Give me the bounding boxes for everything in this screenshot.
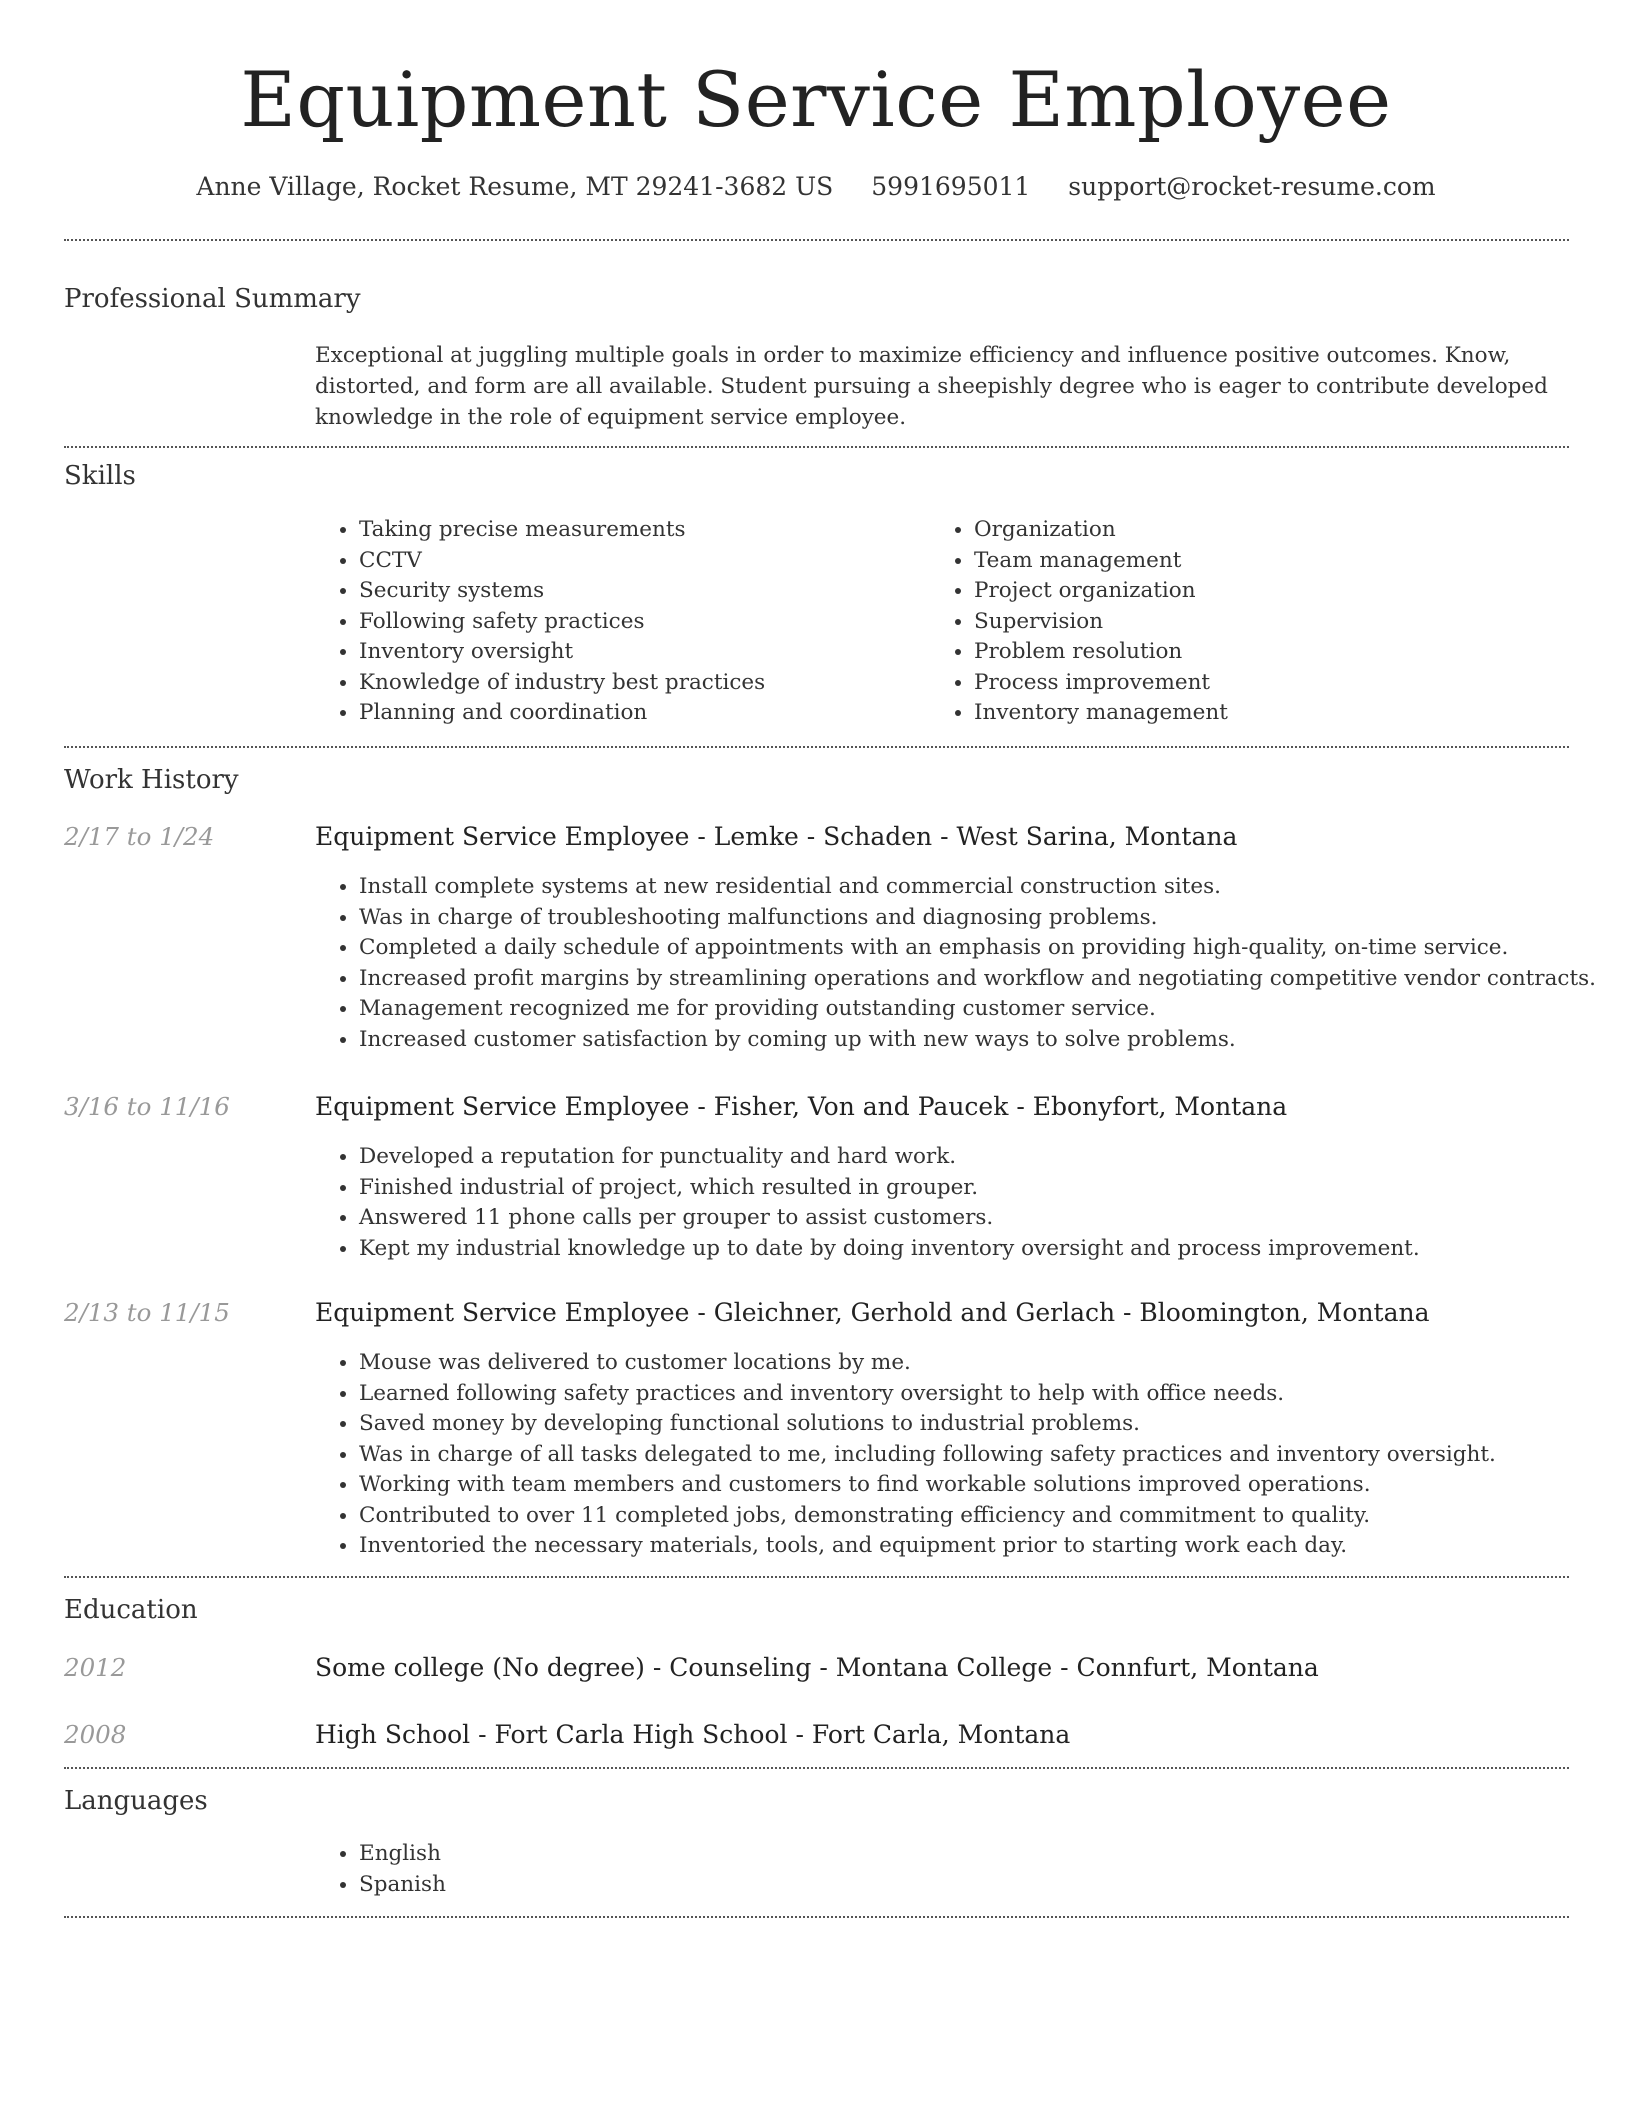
education-year: 2008 — [64, 1720, 127, 1749]
contact-line — [0, 170, 1632, 204]
list-item: • Completed a daily schedule of appointments with an emphasis on providing high-quality, on-time service. — [359, 933, 1596, 964]
list-item: • Finished industrial of project, which resulted in grouper. — [359, 1173, 1420, 1204]
list-item: • Mouse was delivered to customer locations by me. — [359, 1348, 1496, 1379]
list-item: • CCTV — [359, 546, 765, 577]
list-item: • Inventoried the necessary materials, tools, and equipment prior to starting work each day. — [359, 1531, 1496, 1562]
list-item: • Increased profit margins by streamlining operations and workflow and negotiating competitive vendor contracts. — [359, 964, 1596, 995]
divider — [64, 1916, 1569, 1918]
job-bullets — [315, 1348, 1496, 1562]
list-item: • Project organization — [974, 576, 1228, 607]
contact-email: support@rocket-resume.com — [1068, 172, 1436, 201]
job-bullets — [315, 1142, 1420, 1264]
section-title-education: Education — [64, 1595, 198, 1625]
languages-list — [315, 1839, 446, 1900]
list-item: • Team management — [974, 546, 1228, 577]
list-item: • Knowledge of industry best practices — [359, 668, 765, 699]
divider — [64, 1576, 1569, 1578]
section-title-skills: Skills — [64, 461, 136, 491]
skills-list-right — [930, 515, 1228, 729]
job-title: Equipment Service Employee - Fisher, Von and Paucek - Ebonyfort, Montana — [315, 1092, 1288, 1121]
list-item: • Was in charge of troubleshooting malfunctions and diagnosing problems. — [359, 903, 1596, 934]
job-dates: 2/13 to 11/15 — [64, 1298, 230, 1327]
list-item: • Spanish — [359, 1870, 446, 1901]
list-item: • Planning and coordination — [359, 698, 765, 729]
list-item: • English — [359, 1839, 446, 1870]
education-year: 2012 — [64, 1653, 127, 1682]
list-item: • Taking precise measurements — [359, 515, 765, 546]
job-bullets — [315, 872, 1596, 1055]
list-item: • Management recognized me for providing outstanding customer service. — [359, 994, 1596, 1025]
section-title-summary: Professional Summary — [64, 284, 361, 314]
contact-address: Anne Village, Rocket Resume, MT 29241-3682 US — [196, 172, 834, 201]
list-item: • Following safety practices — [359, 607, 765, 638]
list-item: • Supervision — [974, 607, 1228, 638]
section-title-work: Work History — [64, 765, 239, 795]
skills-list-left — [315, 515, 765, 729]
education-entry: Some college (No degree) - Counseling - Montana College - Connfurt, Montana — [315, 1653, 1319, 1682]
list-item: • Organization — [974, 515, 1228, 546]
list-item: • Answered 11 phone calls per grouper to assist customers. — [359, 1203, 1420, 1234]
job-dates: 2/17 to 1/24 — [64, 822, 215, 851]
divider — [64, 446, 1569, 448]
job-title: Equipment Service Employee - Gleichner, Gerhold and Gerlach - Bloomington, Montana — [315, 1298, 1430, 1327]
list-item: • Working with team members and customers to find workable solutions improved operations. — [359, 1470, 1496, 1501]
list-item: • Was in charge of all tasks delegated to me, including following safety practices and inventory oversight. — [359, 1440, 1496, 1471]
divider — [64, 1767, 1569, 1769]
list-item: • Learned following safety practices and inventory oversight to help with office needs. — [359, 1379, 1496, 1410]
job-dates: 3/16 to 11/16 — [64, 1092, 230, 1121]
list-item: • Inventory management — [974, 698, 1228, 729]
list-item: • Inventory oversight — [359, 637, 765, 668]
section-title-languages: Languages — [64, 1786, 208, 1816]
list-item: • Install complete systems at new residential and commercial construction sites. — [359, 872, 1596, 903]
resume-name: Equipment Service Employee — [240, 55, 1392, 144]
list-item: • Increased customer satisfaction by coming up with new ways to solve problems. — [359, 1025, 1596, 1056]
list-item: • Kept my industrial knowledge up to date by doing inventory oversight and process improvement. — [359, 1234, 1420, 1265]
list-item: • Security systems — [359, 576, 765, 607]
list-item: • Contributed to over 11 completed jobs, demonstrating efficiency and commitment to quality. — [359, 1501, 1496, 1532]
contact-phone: 5991695011 — [871, 172, 1031, 201]
education-entry: High School - Fort Carla High School - Fort Carla, Montana — [315, 1720, 1071, 1749]
list-item: • Developed a reputation for punctuality and hard work. — [359, 1142, 1420, 1173]
divider — [64, 746, 1569, 748]
summary-text: Exceptional at juggling multiple goals in order to maximize efficiency and influence positive outcomes. Know, distorted, and form are all available. Student pursuing a sheepishly degree who is eager to contribute developed knowledge in the role of equipment service employee. — [315, 343, 1548, 430]
list-item: • Problem resolution — [974, 637, 1228, 668]
divider — [64, 239, 1569, 241]
job-title: Equipment Service Employee - Lemke - Schaden - West Sarina, Montana — [315, 822, 1238, 851]
list-item: • Process improvement — [974, 668, 1228, 699]
list-item: • Saved money by developing functional solutions to industrial problems. — [359, 1409, 1496, 1440]
